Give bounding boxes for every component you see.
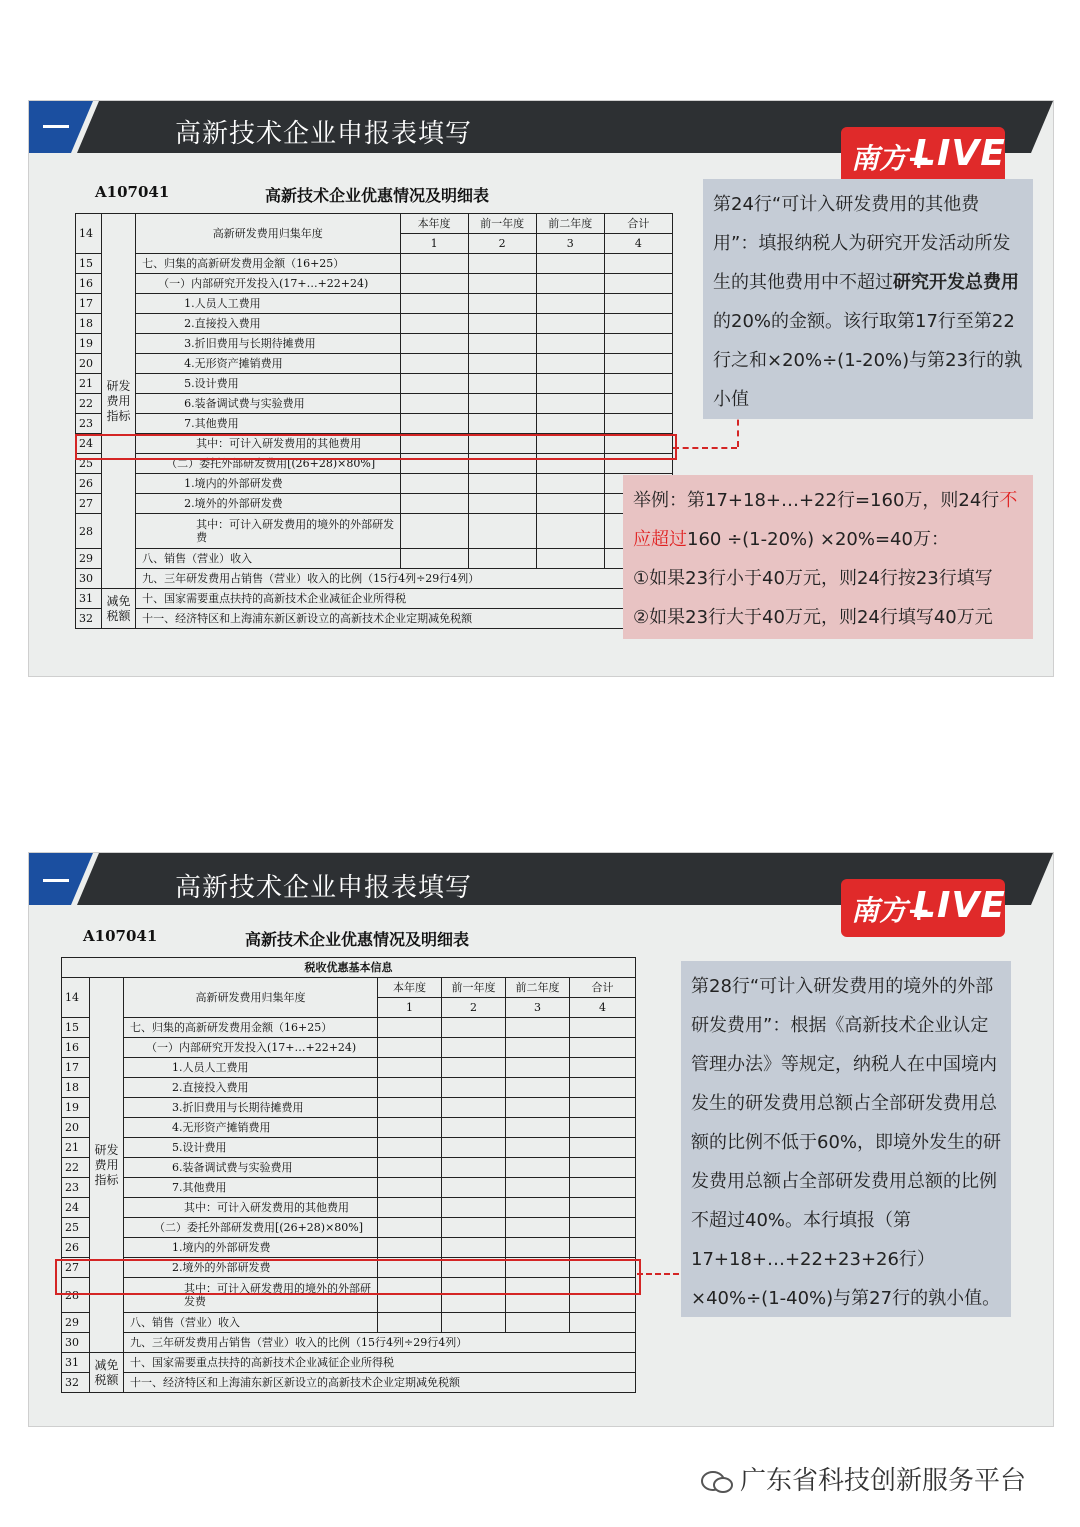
value-cell <box>604 274 672 294</box>
row-label: 4.无形资产摊销费用 <box>136 354 400 374</box>
value-cell <box>468 274 536 294</box>
value-cell <box>570 1118 636 1138</box>
row-number: 23 <box>62 1178 90 1198</box>
column-number: 1 <box>400 234 468 254</box>
table-row <box>76 254 673 274</box>
table-row <box>62 1118 636 1138</box>
banner-title: 高新技术企业申报表填写 <box>175 119 473 149</box>
row-number: 32 <box>76 609 102 629</box>
row-label: 九、三年研发费用占销售（营业）收入的比例（15行4列÷29行4列） <box>124 1333 636 1353</box>
value-cell <box>468 414 536 434</box>
table-row <box>62 1313 636 1333</box>
value-cell <box>570 1018 636 1038</box>
table-row <box>76 474 673 494</box>
value-cell <box>506 1078 570 1098</box>
column-header: 前二年度 <box>506 978 570 998</box>
year-label: 高新研发费用归集年度 <box>136 214 400 254</box>
value-cell <box>400 354 468 374</box>
row-number: 24 <box>76 434 102 454</box>
value-cell <box>536 274 604 294</box>
row-label: 八、销售（营业）收入 <box>124 1313 378 1333</box>
value-cell <box>570 1158 636 1178</box>
value-cell <box>570 1198 636 1218</box>
value-cell <box>400 494 468 514</box>
row-label: 八、销售（营业）收入 <box>136 549 400 569</box>
section-row <box>62 958 636 978</box>
value-cell <box>400 474 468 494</box>
value-cell <box>604 334 672 354</box>
value-cell <box>442 1158 506 1178</box>
watermark: 广东省科技创新服务平台 <box>700 1460 1026 1497</box>
value-cell <box>604 294 672 314</box>
row-label: 5.设计费用 <box>124 1138 378 1158</box>
value-cell <box>442 1138 506 1158</box>
value-cell <box>378 1158 442 1178</box>
row-number: 22 <box>62 1158 90 1178</box>
row-number: 16 <box>76 274 102 294</box>
row-label: 6.装备调试费与实验费用 <box>124 1158 378 1178</box>
row-number: 28 <box>76 514 102 549</box>
value-cell <box>400 334 468 354</box>
row-label: 7.其他费用 <box>124 1178 378 1198</box>
table-row <box>76 274 673 294</box>
table-row <box>76 354 673 374</box>
rd-detail-table <box>75 213 673 629</box>
row-number: 17 <box>76 294 102 314</box>
row-number: 15 <box>62 1018 90 1038</box>
row-number: 24 <box>62 1198 90 1218</box>
row-number: 30 <box>62 1333 90 1353</box>
row-label: 其中：可计入研发费用的其他费用 <box>124 1198 378 1218</box>
value-cell <box>468 294 536 314</box>
value-cell <box>536 414 604 434</box>
row-label: （二）委托外部研发费用[(26+28)×80%] <box>124 1218 378 1238</box>
table-row <box>62 1373 636 1393</box>
table-row <box>76 414 673 434</box>
value-cell <box>506 1118 570 1138</box>
value-cell <box>570 1138 636 1158</box>
value-cell <box>536 394 604 414</box>
value-cell <box>378 1198 442 1218</box>
row-label: 3.折旧费用与长期待摊费用 <box>136 334 400 354</box>
row-number: 19 <box>76 334 102 354</box>
value-cell <box>442 1238 506 1258</box>
value-cell <box>506 1158 570 1178</box>
row-label: 其中：可计入研发费用的境外的外部研发费 <box>124 1278 378 1313</box>
column-number: 2 <box>442 998 506 1018</box>
value-cell <box>570 1058 636 1078</box>
row-label: 2.直接投入费用 <box>136 314 400 334</box>
table-row <box>62 1198 636 1218</box>
table-row <box>62 1238 636 1258</box>
value-cell <box>442 1198 506 1218</box>
banner-title: 高新技术企业申报表填写 <box>175 873 473 903</box>
group-tax-label: 减免税额 <box>102 589 136 629</box>
value-cell <box>468 394 536 414</box>
row-label: 2.境外的外部研发费 <box>136 494 400 514</box>
column-header: 合计 <box>604 214 672 234</box>
value-cell <box>536 314 604 334</box>
row-number: 26 <box>62 1238 90 1258</box>
row-label: 十一、经济特区和上海浦东新区新设立的高新技术企业定期减免税额 <box>124 1373 636 1393</box>
value-cell <box>536 549 604 569</box>
value-cell <box>400 414 468 434</box>
value-cell <box>506 1198 570 1218</box>
column-number: 1 <box>378 998 442 1018</box>
table-row <box>62 1158 636 1178</box>
row-number: 27 <box>62 1258 90 1278</box>
value-cell <box>604 374 672 394</box>
row-label: 2.境外的外部研发费 <box>124 1258 378 1278</box>
value-cell <box>570 1313 636 1333</box>
row-label: 2.直接投入费用 <box>124 1078 378 1098</box>
row-number: 21 <box>76 374 102 394</box>
wechat-icon <box>700 1470 734 1494</box>
header-row <box>62 978 636 998</box>
value-cell <box>468 334 536 354</box>
value-cell <box>536 254 604 274</box>
value-cell <box>570 1178 636 1198</box>
value-cell <box>604 354 672 374</box>
table-row <box>76 589 673 609</box>
value-cell <box>506 1178 570 1198</box>
value-cell <box>536 354 604 374</box>
value-cell <box>604 254 672 274</box>
value-cell <box>378 1238 442 1258</box>
value-cell <box>442 1218 506 1238</box>
table-row <box>62 1098 636 1118</box>
table-row <box>76 569 673 589</box>
row-label: 1.人员人工费用 <box>124 1058 378 1078</box>
value-cell <box>378 1038 442 1058</box>
row-label: 6.装备调试费与实验费用 <box>136 394 400 414</box>
table-row <box>62 1333 636 1353</box>
value-cell <box>536 494 604 514</box>
row-number: 15 <box>76 254 102 274</box>
row-label: 十一、经济特区和上海浦东新区新设立的高新技术企业定期减免税额 <box>136 609 673 629</box>
connector-line <box>673 447 737 449</box>
value-cell <box>468 374 536 394</box>
value-cell <box>442 1118 506 1138</box>
column-header: 前二年度 <box>536 214 604 234</box>
value-cell <box>378 1118 442 1138</box>
value-cell <box>468 494 536 514</box>
row-label: （一）内部研究开发投入(17+…+22+24) <box>124 1038 378 1058</box>
row-24-highlight <box>75 434 677 460</box>
row-number: 31 <box>76 589 102 609</box>
value-cell <box>378 1138 442 1158</box>
row-number: 18 <box>62 1078 90 1098</box>
value-cell <box>570 1078 636 1098</box>
value-cell <box>536 514 604 549</box>
note-row-28: 第28行“可计入研发费用的境外的外部研发费用”：根据《高新技术企业认定管理办法》等规定，纳税人在中国境内发生的研发费用总额占全部研发费用总额的比例不低于60%，即境外发生的研发费用总额占全部研发费用总额的比例不超过40%。本行填报（第17+18+…+22+23+26行）×40%÷(1-40%)与第27行的孰小值。 <box>681 961 1011 1317</box>
value-cell <box>604 314 672 334</box>
value-cell <box>400 314 468 334</box>
group-rd-label: 研发费用指标 <box>102 214 136 589</box>
row-label: （二）委托外部研发费用[(26+28)×80%] <box>136 454 400 474</box>
row-label: 七、归集的高新研发费用金额（16+25） <box>124 1018 378 1038</box>
table-row <box>76 334 673 354</box>
table-row <box>76 294 673 314</box>
form-title: 高新技术企业优惠情况及明细表 <box>245 930 470 949</box>
value-cell <box>536 474 604 494</box>
value-cell <box>570 1038 636 1058</box>
row-number: 28 <box>62 1278 90 1313</box>
value-cell <box>506 1218 570 1238</box>
table-row <box>76 514 673 549</box>
value-cell <box>400 549 468 569</box>
value-cell <box>604 394 672 414</box>
row-number: 14 <box>62 978 90 1018</box>
row-number: 21 <box>62 1138 90 1158</box>
value-cell <box>536 334 604 354</box>
row-label: 4.无形资产摊销费用 <box>124 1118 378 1138</box>
row-number: 22 <box>76 394 102 414</box>
table-row <box>76 374 673 394</box>
row-number: 29 <box>62 1313 90 1333</box>
value-cell <box>442 1078 506 1098</box>
value-cell <box>400 374 468 394</box>
table-row <box>76 494 673 514</box>
value-cell <box>378 1178 442 1198</box>
nanfang-live-logo: 南方+ LIVE <box>841 879 1005 937</box>
row-label: （一）内部研究开发投入(17+…+22+24) <box>136 274 400 294</box>
row-number: 18 <box>76 314 102 334</box>
row-label: 其中：可计入研发费用的境外的外部研发费 <box>136 514 400 549</box>
table-row <box>62 1078 636 1098</box>
example-note: 举例：第17+18+…+22行=160万，则24行不应超过160 ÷(1-20%) ×20%=40万： ①如果23行小于40万元，则24行按23行填写 ②如果23行大于40万元，则24行填写40万元 <box>623 475 1033 639</box>
form-code: A107041 <box>95 183 170 201</box>
value-cell <box>378 1058 442 1078</box>
value-cell <box>536 374 604 394</box>
value-cell <box>442 1018 506 1038</box>
row-number: 20 <box>62 1118 90 1138</box>
row-label: 3.折旧费用与长期待摊费用 <box>124 1098 378 1118</box>
row-28-highlight <box>55 1259 641 1295</box>
form-title: 高新技术企业优惠情况及明细表 <box>265 186 490 205</box>
group-tax-label: 减免税额 <box>90 1353 124 1393</box>
value-cell <box>506 1058 570 1078</box>
table-row <box>62 1138 636 1158</box>
row-number: 32 <box>62 1373 90 1393</box>
row-number: 16 <box>62 1038 90 1058</box>
value-cell <box>378 1078 442 1098</box>
value-cell <box>400 514 468 549</box>
value-cell <box>400 254 468 274</box>
header-row <box>76 214 673 234</box>
row-number: 17 <box>62 1058 90 1078</box>
row-number: 26 <box>76 474 102 494</box>
value-cell <box>506 1018 570 1038</box>
row-label: 九、三年研发费用占销售（营业）收入的比例（15行4列÷29行4列） <box>136 569 673 589</box>
row-number: 30 <box>76 569 102 589</box>
row-label: 1.境内的外部研发费 <box>124 1238 378 1258</box>
row-number: 27 <box>76 494 102 514</box>
value-cell <box>604 414 672 434</box>
section-title: 税收优惠基本信息 <box>62 958 636 978</box>
value-cell <box>442 1098 506 1118</box>
column-header: 合计 <box>570 978 636 998</box>
row-number: 14 <box>76 214 102 254</box>
table-row <box>62 1218 636 1238</box>
table-row <box>62 1038 636 1058</box>
row-label: 七、归集的高新研发费用金额（16+25） <box>136 254 400 274</box>
value-cell <box>378 1313 442 1333</box>
slide-1 <box>28 100 1054 677</box>
value-cell <box>400 394 468 414</box>
value-cell <box>442 1038 506 1058</box>
value-cell <box>570 1218 636 1238</box>
value-cell <box>570 1238 636 1258</box>
row-number: 31 <box>62 1353 90 1373</box>
value-cell <box>442 1058 506 1078</box>
value-cell <box>468 314 536 334</box>
value-cell <box>506 1238 570 1258</box>
year-label: 高新研发费用归集年度 <box>124 978 378 1018</box>
row-number: 29 <box>76 549 102 569</box>
table-row <box>62 1353 636 1373</box>
row-label: 5.设计费用 <box>136 374 400 394</box>
table-row <box>62 1058 636 1078</box>
row-number: 25 <box>76 454 102 474</box>
column-number: 4 <box>570 998 636 1018</box>
row-label: 7.其他费用 <box>136 414 400 434</box>
rd-detail-table <box>61 957 636 1393</box>
value-cell <box>400 294 468 314</box>
nanfang-live-logo: 南方+ LIVE <box>841 127 1005 185</box>
table-row <box>76 314 673 334</box>
value-cell <box>468 514 536 549</box>
note-row-24: 第24行“可计入研发费用的其他费用”：填报纳税人为研究开发活动所发生的其他费用中不超过研究开发总费用的20%的金额。该行取第17行至第22行之和×20%÷(1-20%)与第23行的孰小值 <box>703 179 1033 419</box>
value-cell <box>378 1018 442 1038</box>
value-cell <box>468 549 536 569</box>
row-label: 十、国家需要重点扶持的高新技术企业减征企业所得税 <box>136 589 673 609</box>
column-number: 3 <box>506 998 570 1018</box>
column-header: 本年度 <box>400 214 468 234</box>
slide-2 <box>28 852 1054 1427</box>
form-code: A107041 <box>83 927 158 945</box>
value-cell <box>506 1313 570 1333</box>
row-label: 1.人员人工费用 <box>136 294 400 314</box>
value-cell <box>468 354 536 374</box>
table-row <box>62 1018 636 1038</box>
row-number: 25 <box>62 1218 90 1238</box>
value-cell <box>506 1038 570 1058</box>
row-label: 十、国家需要重点扶持的高新技术企业减征企业所得税 <box>124 1353 636 1373</box>
table-row <box>76 549 673 569</box>
table-row <box>76 394 673 414</box>
table-row <box>76 609 673 629</box>
column-number: 4 <box>604 234 672 254</box>
table-row <box>62 1178 636 1198</box>
value-cell <box>536 294 604 314</box>
value-cell <box>442 1313 506 1333</box>
value-cell <box>442 1178 506 1198</box>
value-cell <box>506 1098 570 1118</box>
row-number: 20 <box>76 354 102 374</box>
column-number: 2 <box>468 234 536 254</box>
row-number: 19 <box>62 1098 90 1118</box>
column-header: 前一年度 <box>468 214 536 234</box>
row-number: 23 <box>76 414 102 434</box>
column-header: 前一年度 <box>442 978 506 998</box>
connector-line <box>637 1273 679 1275</box>
row-label: 1.境内的外部研发费 <box>136 474 400 494</box>
value-cell <box>400 274 468 294</box>
value-cell <box>378 1098 442 1118</box>
row-label: 其中：可计入研发费用的其他费用 <box>136 434 400 454</box>
value-cell <box>468 254 536 274</box>
group-rd-label: 研发费用指标 <box>90 978 124 1353</box>
column-header: 本年度 <box>378 978 442 998</box>
value-cell <box>570 1098 636 1118</box>
value-cell <box>506 1138 570 1158</box>
column-number: 3 <box>536 234 604 254</box>
value-cell <box>468 474 536 494</box>
value-cell <box>378 1218 442 1238</box>
